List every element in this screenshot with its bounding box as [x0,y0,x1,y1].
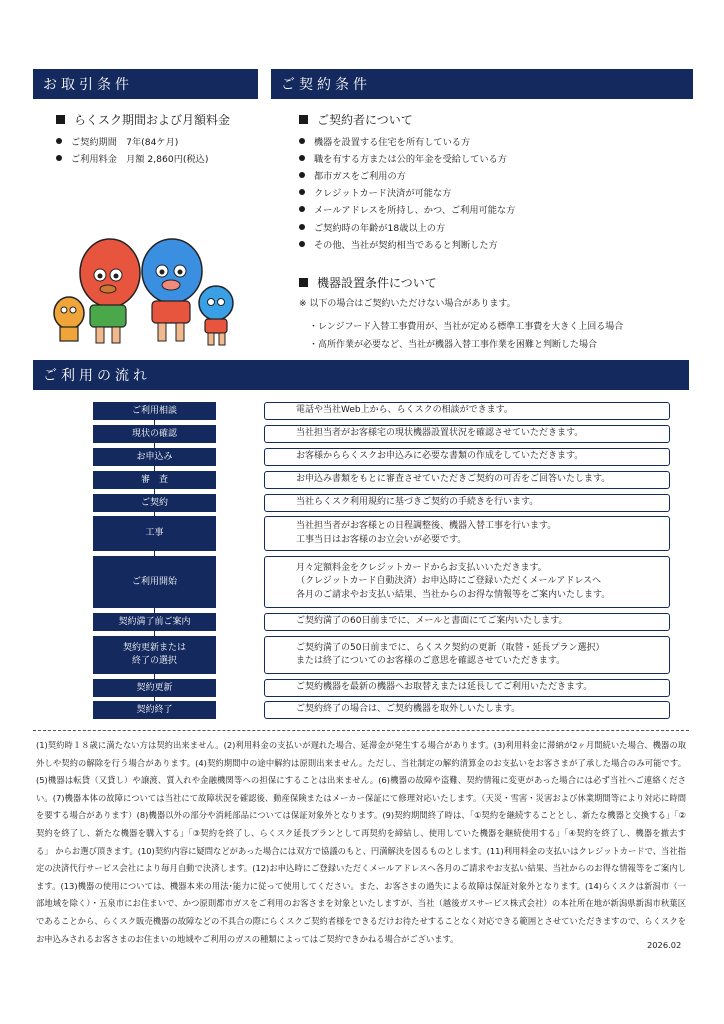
flow-step-10 [93,679,670,697]
list-item: 職を有する方または公的年金を受給している方 [299,149,515,166]
header-contract: ご契約条件 [271,69,693,99]
flow-step-desc [264,701,670,719]
footnotes: (1)契約時１８歳に満たない方は契約出来ません。(2)利用料金の支払いが遅れた場合、延滞金が発生する場合があります。(3)利用料金に滞納が2ヶ月間続いた場合、機器の取外しや契約の解除を行う場合があります。(4)契約期間中の途中解約は原則出来ません。ただし、当社制定の解約清算金のお支払いをお客さまが了承した場合のみ可能です。(5)機器は転貸（又貸し）や譲渡、質入れや金融機関等への担保にすることは出来ません。(6)機器の故障や盗難、契約情報に変更があった場合には必ず当社へご連絡ください。(7)機器本体の故障については当社にて故障状況を確認後、動産保険またはメーカー保証にて修理対応いたします。（天災・雪害・災害および休業期間等により対応に時間を要する場合があります）(8)機器以外の部分や消耗部品については保証対象外となります。(9)契約期間終了時は、「①契約を継続することとし、新たな機器と交換する」「②契約を終了し、新たな機器を購入する」「③契約を終了し、らくスク延長プランとして再契約を締結し、使用していた機器を継続使用する」「④契約を終了し、機器を撤去する」 からお選び頂きます。(10)契約内容に疑問などがあった場合には双方で協議のもと、円満解決を図るものとします。(11)利用料金の支払いはクレジットカードで、当社指定の決済代行サービス会社により毎月自動で決済します。(12)お申込時にご登録いただくメールアドレスへ各月のご請求やお支払い結果、当社からのお得な情報等をご案内します。(13)機器の使用については、機器本来の用法･能力に従って使用してください。また、お客さまの過失による故障は保証対象外となります。(14)らくスクは新潟市（一部地域を除く）・五泉市にお住まいで、かつ原則都市ガスをご利用のお客さまを対象といたしますが、当社（越後ガスサービス株式会社）の本社所在地が新潟県新潟市秋葉区であることから、らくスク販売機器の故障などの不具合の際にらくスクご契約者様をできるだけお待たせすることなく対応できる範囲とさせていただきますので、らくスクをお申込みされるお客さまのお住まいの地域やご利用のガスの種類によってはご契約できかねる場合がございます。 [36,740,686,944]
flow-desc-line: 工事当日はお客様のお立会いが必要です。 [296,534,467,545]
list-item: ご契約期間 7年(84ケ月) [56,132,208,149]
flow-desc-line: お客様かららくスクお申込みに必要な書類の作成をしていただきます。 [296,451,584,462]
flow-step-desc [264,425,670,443]
list-item: ご利用料金 月額 2,860円(税込) [56,149,208,166]
flow-desc-line: お申込み書類をもとに審査させていただきご契約の可否をご回答いたします。 [296,474,611,485]
flow-desc-line: ご契約満了の50日前までに、らくスク契約の更新（取替・延長プラン選択） [296,642,605,653]
flow-step-label: ご利用開始 [93,556,216,608]
list-item: その他、当社が契約相当であると判断した方 [299,235,515,252]
flow-step-1 [93,402,670,420]
flow-step-label: ご契約 [93,494,216,512]
flow-step-4 [93,471,670,489]
terms-list [56,132,208,166]
terms-title-text: らくスク期間および月額料金 [74,113,231,127]
flow-step-desc [264,402,670,420]
list-item: クレジットカード決済が可能な方 [299,184,515,201]
terms-title [56,111,230,128]
install-title [299,274,437,291]
flow-step-label: お申込み [93,448,216,466]
square-bullet-icon [299,278,308,287]
flow-step-2 [93,425,670,443]
flow-step-8 [93,613,670,631]
list-item: 都市ガスをご利用の方 [299,166,515,183]
flow-step-desc [264,516,670,551]
flow-desc-line: ご契約終了の場合は、ご契約機器を取外しいたします。 [296,704,521,715]
install-title-text: 機器設置条件について [317,276,437,290]
contractor-list [299,132,515,252]
dashed-divider [33,730,689,731]
flow-step-label: 現状の確認 [93,425,216,443]
flow-step-3 [93,448,670,466]
contractor-title [299,111,413,128]
flow-desc-line: 当社らくスク利用規約に基づきご契約の手続きを行います。 [296,497,539,508]
flow-desc-line: 当社担当者がお客様宅の現状機器設置状況を確認させていただきます。 [296,428,584,439]
flow-step-9 [93,636,670,674]
flow-desc-line: または終了についてのお客様のご意思を確認させていただきます。 [296,656,566,666]
flow-step-label: ご利用相談 [93,402,216,420]
flow-step-7 [93,556,670,608]
mascot-illustration [50,235,246,351]
flow-step-label: 契約満了前ご案内 [93,613,216,631]
flow-step-desc [264,679,670,697]
install-condition-2: ・高所作業が必要など、当社が機器入替工事作業を困難と判断した場合 [309,340,598,350]
list-item: メールアドレスを所持し、かつ、ご利用可能な方 [299,201,515,218]
mascot-blue [142,239,202,341]
flow-step-label: 契約更新 [93,679,216,697]
flow-step-desc [264,636,670,674]
flow-step-label: 工事 [93,516,216,551]
flow-step-desc [264,448,670,466]
flow-step-5 [93,494,670,512]
header-terms: お取引条件 [33,69,258,99]
flow-desc-line: （クレジットカード自動決済）お申込時にご登録いただくメールアドレスへ [296,576,602,587]
flow-step-6 [93,516,670,551]
flow-desc-line: 電話や当社Web上から、らくスクの相談ができます。 [296,405,513,416]
flow-step-desc [264,556,670,608]
install-condition-1: ・レンジフード入替工事費用が、当社が定める標準工事費を大きく上回る場合 [309,322,624,332]
contractor-title-text: ご契約者について [317,113,413,127]
flow-desc-line: ご契約機器を最新の機器へお取替えまたは延長してご利用いただきます。 [296,682,593,693]
flow-step-label: 契約更新または 終了の選択 [93,636,216,674]
flow-step-desc [264,471,670,489]
mascot-red [80,239,140,343]
square-bullet-icon [56,115,65,124]
flow-desc-line: 当社担当者がお客様との日程調整後、機器入替工事を行います。 [296,521,557,532]
flow-desc-line: 月々定額料金をクレジットカードからお支払いいただきます。 [296,563,547,574]
flow-step-11 [93,701,670,719]
flow-step-desc [264,613,670,631]
mascot-small-blue [199,286,233,345]
flow-step-desc [264,494,670,512]
list-item: 機器を設置する住宅を所有している方 [299,132,515,149]
flow-desc-line: ご契約満了の60日前までに、メールと書面にてご案内いたします。 [296,616,568,627]
mascot-small-orange [54,297,84,341]
flow-step-label: 契約終了 [93,701,216,719]
install-note: ※ 以下の場合はご契約いただけない場合があります。 [299,299,516,309]
header-flow: ご利用の流れ [33,360,689,390]
list-item: ご契約時の年齢が18歳以上の方 [299,218,515,235]
flow-desc-line: 各月のご請求やお支払い結果、当社からのお得な情報等をご案内いたします。 [296,589,611,600]
issue-date: 2026.02 [647,940,682,950]
flow-step-label: 審 査 [93,471,216,489]
square-bullet-icon [299,115,308,124]
